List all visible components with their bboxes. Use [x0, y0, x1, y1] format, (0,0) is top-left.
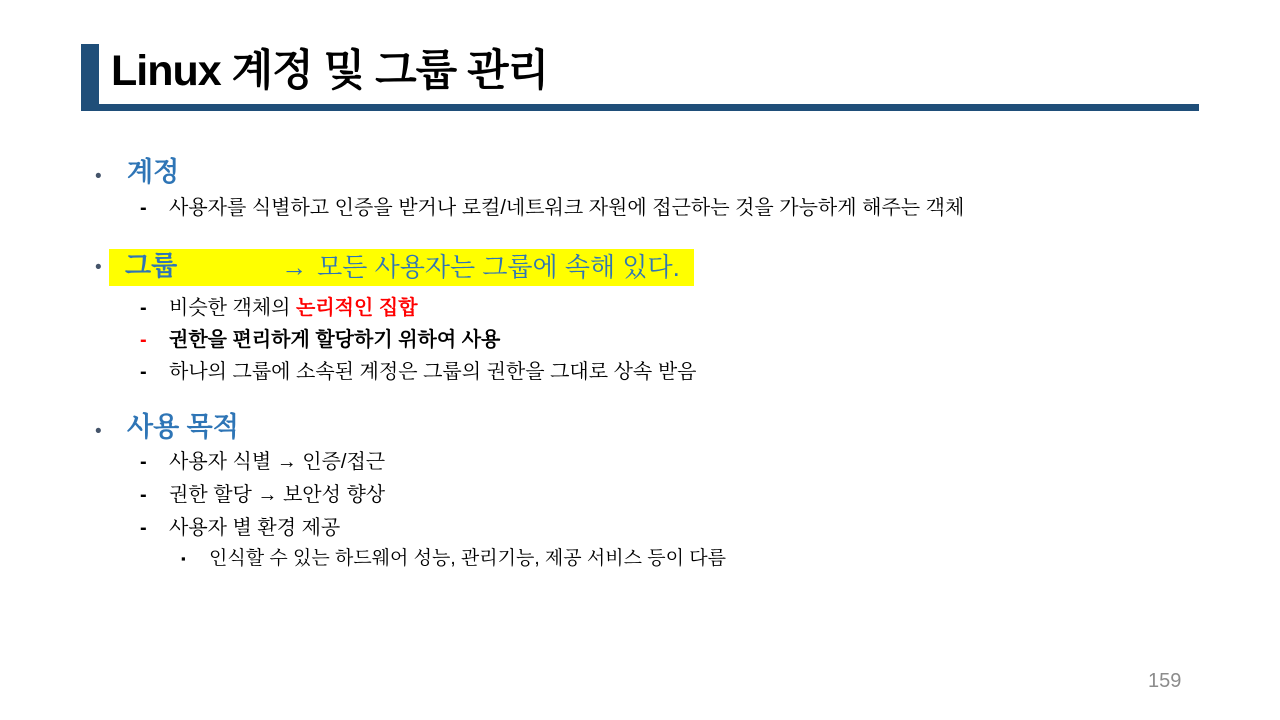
group-heading-highlight — [109, 249, 694, 286]
purpose-item-identify — [140, 450, 385, 475]
group-highlight-note: 모든 사용자는 그룹에 속해 있다. — [317, 251, 680, 282]
dash-bullet-icon: - — [140, 484, 147, 506]
slide-title: Linux 계정 및 그룹 관리 — [111, 47, 549, 95]
section-group-heading: 그룹 — [125, 251, 178, 281]
purpose-nested-item-text: 인식할 수 있는 하드웨어 성능, 관리기능, 제공 서비스 등이 다름 — [209, 548, 726, 569]
purpose-nested-item — [181, 547, 726, 571]
purpose-item-environment — [140, 516, 340, 541]
dash-bullet-icon: - — [140, 297, 147, 319]
purpose-item-environment-text: 사용자 별 환경 제공 — [169, 517, 341, 539]
group-item-permission — [140, 328, 500, 353]
page-number: 159 — [1148, 670, 1182, 692]
title-accent-bar — [81, 44, 99, 111]
title-underline — [81, 104, 1199, 111]
dash-bullet-icon: - — [140, 329, 147, 351]
bullet-dot-icon: • — [95, 166, 102, 187]
section-account-heading: 계정 — [127, 157, 180, 187]
group-item-text-black: 비슷한 객체의 — [169, 297, 297, 319]
group-item-permission-text: 권한을 편리하게 할당하기 위하여 사용 — [169, 329, 501, 351]
bullet-dot-icon: • — [95, 257, 102, 278]
group-item-inherit — [140, 360, 696, 385]
group-item-inherit-text: 하나의 그룹에 소속된 계정은 그룹의 권한을 그대로 상속 받음 — [169, 361, 697, 383]
bullet-dot-icon: • — [95, 421, 102, 442]
purpose-item-permission — [140, 483, 385, 508]
purpose-item-identify-text: 사용자 식별 → 인증/접근 — [169, 451, 386, 473]
group-item-logical-set — [140, 296, 418, 321]
dash-bullet-icon: - — [140, 197, 147, 219]
section-purpose-heading: 사용 목적 — [127, 412, 239, 442]
account-description-item — [140, 196, 964, 221]
purpose-item-permission-text: 권한 할당 → 보안성 향상 — [169, 484, 386, 506]
square-bullet-icon: ▪ — [181, 551, 186, 566]
right-arrow-icon: → — [281, 251, 308, 282]
group-item-text-red: 논리적인 집합 — [296, 297, 418, 319]
group-item-text — [169, 296, 418, 321]
dash-bullet-icon: - — [140, 361, 147, 383]
dash-bullet-icon: - — [140, 517, 147, 539]
account-description-text: 사용자를 식별하고 인증을 받거나 로컬/네트워크 자원에 접근하는 것을 가능하게 해주는 객체 — [169, 197, 965, 219]
dash-bullet-icon: - — [140, 451, 147, 473]
